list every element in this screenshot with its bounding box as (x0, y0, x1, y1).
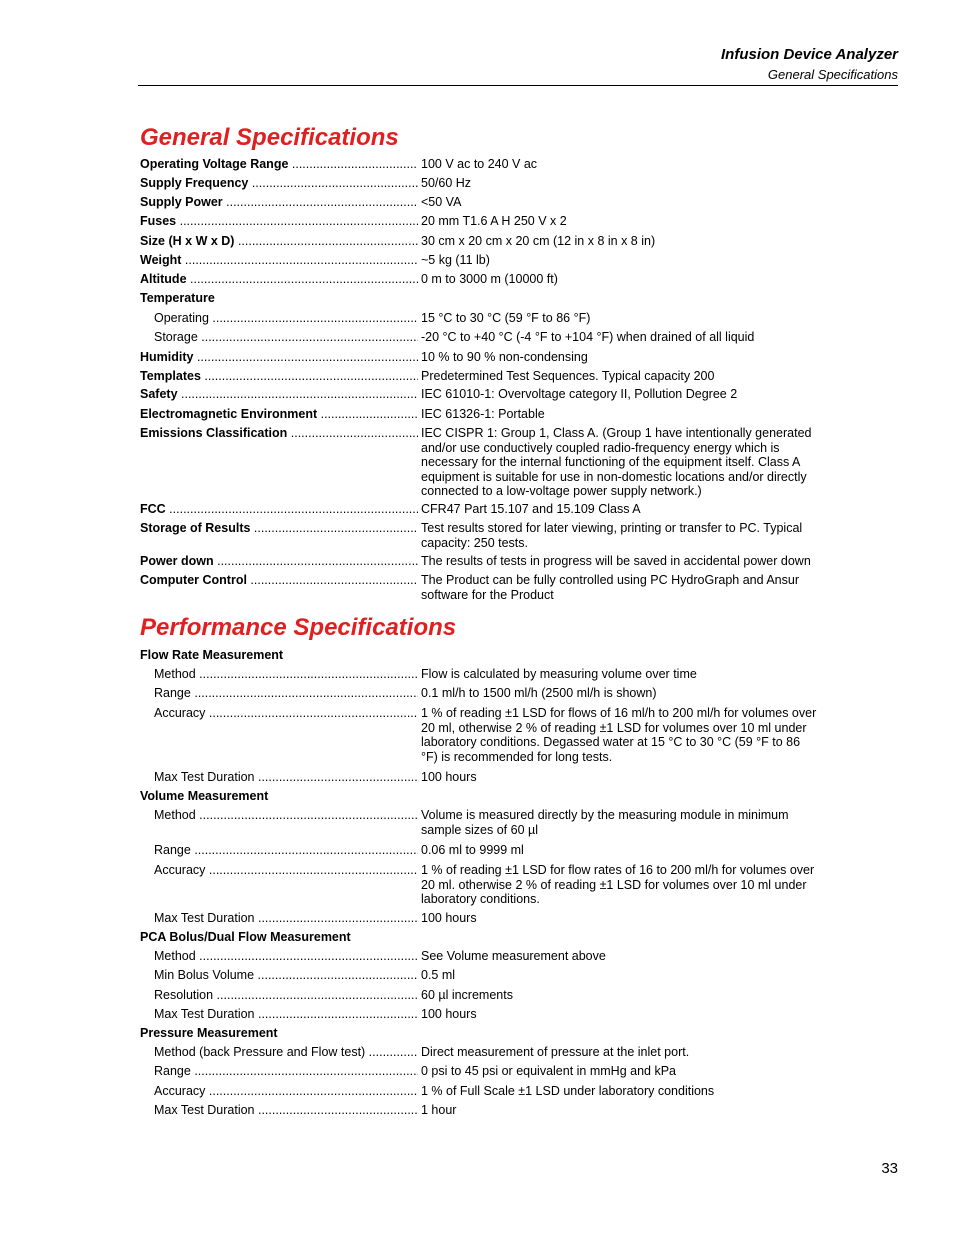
spec-label: Fuses (140, 214, 177, 228)
spec-group-heading: Volume Measurement (140, 789, 269, 803)
performance-specifications-heading: Performance Specifications (140, 614, 457, 641)
spec-group-heading: Flow Rate Measurement (140, 648, 284, 662)
spec-label: Altitude (140, 272, 187, 286)
spec-value: Flow is calculated by measuring volume over time (421, 667, 697, 681)
spec-value: 30 cm x 20 cm x 20 cm (12 in x 8 in x 8 in) (421, 234, 656, 248)
spec-value: 15 °C to 30 °C (59 °F to 86 °F) (421, 311, 591, 325)
spec-value: See Volume measurement above (421, 949, 606, 963)
spec-value: CFR47 Part 15.107 and 15.109 Class A (421, 502, 641, 516)
spec-label: Size (H x W x D) (140, 234, 235, 248)
spec-value: 50/60 Hz (421, 176, 472, 190)
spec-label: Method (back Pressure and Flow test) (154, 1045, 366, 1059)
spec-label: Max Test Duration (154, 1103, 255, 1117)
spec-value: 0.1 ml/h to 1500 ml/h (2500 ml/h is shown) (421, 686, 657, 700)
spec-label: Humidity (140, 350, 194, 364)
spec-label: Max Test Duration (154, 1007, 255, 1021)
spec-label: Max Test Duration (154, 770, 255, 784)
spec-value: 100 V ac to 240 V ac (421, 157, 538, 171)
spec-label: Accuracy (154, 1084, 206, 1098)
spec-value: 100 hours (421, 1007, 477, 1021)
spec-value: <50 VA (421, 195, 462, 209)
spec-label: Storage (154, 330, 198, 344)
spec-value: The Product can be fully controlled using PC HydroGraph and Ansur software for the Product (421, 573, 799, 602)
spec-label: Templates (140, 369, 201, 383)
spec-value: 0.5 ml (421, 968, 456, 982)
spec-group-heading: Pressure Measurement (140, 1026, 278, 1040)
spec-value: 20 mm T1.6 A H 250 V x 2 (421, 214, 567, 228)
spec-value: 1 % of Full Scale ±1 LSD under laboratory conditions (421, 1084, 715, 1098)
spec-value: IEC CISPR 1: Group 1, Class A. (Group 1 have intentionally generated and/or use conductively coupled radio-frequency energy which is necessary for the internal functioning of the equipment itself. Class A equipment is suitable for use in non-domestic locations and/or directly connected to a low-voltage power supply network.) (421, 426, 812, 499)
spec-label: Resolution (154, 988, 214, 1002)
spec-label: Operating (154, 311, 209, 325)
page-number: 33 (881, 1160, 898, 1177)
spec-value: 1 % of reading ±1 LSD for flows of 16 ml/h to 200 ml/h for volumes over 20 ml, otherwise 2 % of reading ±1 LSD for volumes over 10 ml under laboratory conditions. Degassed water at 15 °C to 30 °C (59 °F to 86 °F) is recommended for long tests. (421, 706, 817, 764)
spec-label: Range (154, 843, 191, 857)
spec-value: IEC 61010-1: Overvoltage category II, Pollution Degree 2 (421, 387, 738, 401)
spec-label: Emissions Classification (140, 426, 288, 440)
spec-value: 10 % to 90 % non-condensing (421, 350, 588, 364)
spec-group-heading: Temperature (140, 291, 215, 305)
spec-label: Max Test Duration (154, 911, 255, 925)
spec-value: Predetermined Test Sequences. Typical capacity 200 (421, 369, 715, 383)
spec-label: Computer Control (140, 573, 247, 587)
spec-label: Accuracy (154, 863, 206, 877)
running-header-subtitle: General Specifications (767, 67, 898, 82)
spec-label: Safety (140, 387, 178, 401)
spec-value: The results of tests in progress will be saved in accidental power down (421, 554, 811, 568)
spec-label: Weight (140, 253, 182, 267)
spec-label: Operating Voltage Range (140, 157, 289, 171)
spec-label: Method (154, 808, 196, 822)
spec-value: IEC 61326-1: Portable (421, 407, 545, 421)
spec-value: Volume is measured directly by the measuring module in minimum sample sizes of 60 µl (421, 808, 789, 837)
spec-value: ~5 kg (11 lb) (421, 253, 490, 267)
spec-value: -20 °C to +40 °C (-4 °F to +104 °F) when drained of all liquid (421, 330, 755, 344)
spec-label: Range (154, 686, 191, 700)
spec-value: 1 % of reading ±1 LSD for flow rates of 16 to 200 ml/h for volumes over 20 ml. otherwise 2 % of reading ±1 LSD for volumes over 10 ml under laboratory conditions. (421, 863, 815, 907)
spec-value: 100 hours (421, 770, 477, 784)
general-specifications-heading: General Specifications (140, 124, 399, 151)
spec-value: 0 psi to 45 psi or equivalent in mmHg and kPa (421, 1064, 676, 1078)
spec-label: Supply Power (140, 195, 223, 209)
spec-value: 100 hours (421, 911, 477, 925)
running-header-title: Infusion Device Analyzer (721, 46, 898, 63)
spec-value: Test results stored for later viewing, printing or transfer to PC. Typical capacity: 250 tests. (421, 521, 803, 550)
spec-group-heading: PCA Bolus/Dual Flow Measurement (140, 930, 351, 944)
header-rule (138, 85, 898, 86)
spec-label: Power down (140, 554, 214, 568)
spec-value: 0.06 ml to 9999 ml (421, 843, 524, 857)
spec-label: FCC (140, 502, 166, 516)
spec-label: Electromagnetic Environment (140, 407, 318, 421)
spec-label: Storage of Results (140, 521, 251, 535)
spec-value: 60 µl increments (421, 988, 513, 1002)
spec-value: 1 hour (421, 1103, 457, 1117)
spec-value: Direct measurement of pressure at the inlet port. (421, 1045, 690, 1059)
spec-label: Range (154, 1064, 191, 1078)
spec-label: Accuracy (154, 706, 206, 720)
spec-label: Method (154, 667, 196, 681)
spec-value: 0 m to 3000 m (10000 ft) (421, 272, 558, 286)
spec-label: Method (154, 949, 196, 963)
spec-label: Min Bolus Volume (154, 968, 255, 982)
spec-label: Supply Frequency (140, 176, 249, 190)
